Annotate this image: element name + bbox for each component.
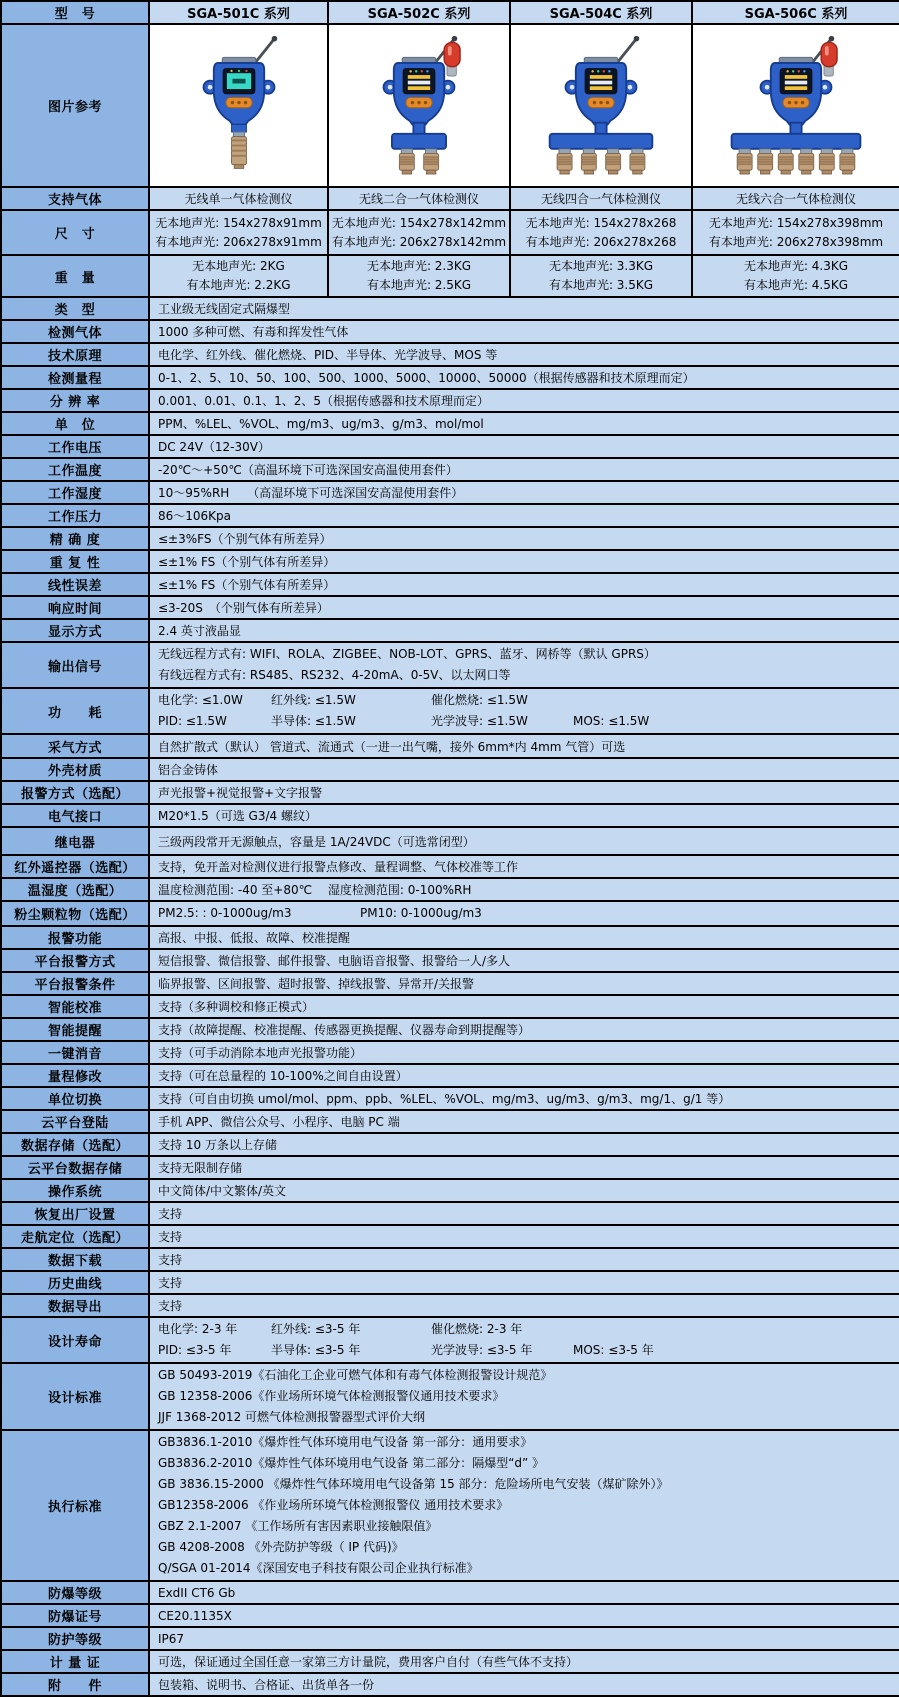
- table-row: [1, 855, 899, 878]
- model-header-sga-501c: SGA-501C 系列: [149, 1, 328, 24]
- row-label: 工作温度: [1, 458, 149, 481]
- table-row: [1, 972, 899, 995]
- cell-line: 无本地声光: 154x278x398mm: [708, 215, 884, 230]
- row-value: 支持，免开盖对检测仪进行报警点修改、量程调整、气体校准等工作: [149, 855, 899, 878]
- row-label: 工作压力: [1, 504, 149, 527]
- table-row: [1, 596, 899, 619]
- row-label: 输出信号: [1, 642, 149, 688]
- table-row: [1, 1650, 899, 1673]
- value-segment: 半导体: ≤1.5W: [271, 714, 356, 728]
- table-row: [1, 573, 899, 596]
- table-row: [1, 1317, 899, 1363]
- value-line: GB 3836.15-2000 《爆炸性气体环境用电气设备第 15 部分：危险场所电气安装（煤矿除外）》: [158, 1477, 669, 1491]
- detector-image: [712, 33, 880, 175]
- row-value: 短信报警、微信报警、邮件报警、电脑语音报警、报警给一人/多人: [149, 949, 899, 972]
- table-row: [1, 210, 899, 255]
- row-label: 工作湿度: [1, 481, 149, 504]
- row-label: 技术原理: [1, 343, 149, 366]
- row-label: 显示方式: [1, 619, 149, 642]
- row-value: 包装箱、说明书、合格证、出货单各一份: [149, 1673, 899, 1696]
- row-value: 86～106Kpa: [149, 504, 899, 527]
- table-row: [1, 366, 899, 389]
- table-row: [1, 1294, 899, 1317]
- table-row: [1, 1041, 899, 1064]
- row-label: 线性误差: [1, 573, 149, 596]
- table-row: [1, 1179, 899, 1202]
- row-label: 防护等级: [1, 1627, 149, 1650]
- row-value: M20*1.5（可选 G3/4 螺纹）: [149, 804, 899, 827]
- value-segment: PID: ≤1.5W: [158, 714, 227, 728]
- row-value: 0-1、2、5、10、50、100、500、1000、5000、10000、50000（根据传感器和技术原理而定）: [149, 366, 899, 389]
- cell-line: 无本地声光: 2KG: [192, 259, 285, 273]
- value-segment: 电化学: ≤1.0W: [158, 693, 243, 707]
- row-label: 继电器: [1, 827, 149, 855]
- row-value: 临界报警、区间报警、超时报警、掉线报警、异常开/关报警: [149, 972, 899, 995]
- model-header-sga-506c: SGA-506C 系列: [692, 1, 899, 24]
- row-label: 重 复 性: [1, 550, 149, 573]
- row-value: 手机 APP、微信公众号、小程序、电脑 PC 端: [149, 1110, 899, 1133]
- row-value: ≤±1% FS（个别气体有所差异）: [149, 573, 899, 596]
- model-label-cell: 型 号: [1, 1, 149, 24]
- row-label: 尺 寸: [1, 210, 149, 255]
- cell-line: 无本地声光: 4.3KG: [743, 259, 849, 273]
- value-segment: PM10: 0-1000ug/m3: [360, 906, 482, 920]
- table-row: [1, 458, 899, 481]
- row-label: 工作电压: [1, 435, 149, 458]
- detector-image: [517, 33, 685, 175]
- row-label: 检测量程: [1, 366, 149, 389]
- row-value: 支持无限制存储: [149, 1156, 899, 1179]
- value-line: GBZ 2.1-2007 《工作场所有害因素职业接触限值》: [158, 1519, 438, 1533]
- row-value: ≤±1% FS（个别气体有所差异）: [149, 550, 899, 573]
- row-cell: [328, 210, 510, 255]
- table-row: [1, 758, 899, 781]
- cell-line: 无本地声光: 3.3KG: [548, 259, 654, 273]
- row-value: 铝合金铸体: [149, 758, 899, 781]
- row-value: 支持: [149, 1271, 899, 1294]
- row-value: 支持: [149, 1294, 899, 1317]
- row-cell: [328, 255, 510, 297]
- row-label: 采气方式: [1, 734, 149, 758]
- row-label: 红外遥控器（选配）: [1, 855, 149, 878]
- table-row: [1, 1430, 899, 1581]
- value-segment: 光学波导: ≤1.5W: [431, 714, 528, 728]
- value-line: Q/SGA 01-2014《深国安电子科技有限公司企业执行标准》: [158, 1561, 479, 1575]
- table-row: [1, 926, 899, 949]
- table-row: [1, 734, 899, 758]
- value-line: JJF 1368-2012 可燃气体检测报警器型式评价大纲: [158, 1410, 426, 1424]
- row-value: PPM、%LEL、%VOL、mg/m3、ug/m3、g/m3、mol/mol: [149, 412, 899, 435]
- value-line: 有线远程方式有: RS485、RS232、4-20mA、0-5V、以太网口等: [158, 668, 511, 682]
- value-line: [158, 711, 891, 732]
- value-segment: PM2.5: : 0-1000ug/m3: [158, 906, 292, 920]
- row-cell: 无线六合一气体检测仪: [692, 187, 899, 210]
- table-row: [1, 1581, 899, 1604]
- row-cell: [510, 255, 692, 297]
- row-label: 云平台登陆: [1, 1110, 149, 1133]
- value-segment: PID: ≤3-5 年: [158, 1343, 232, 1357]
- table-row: [1, 343, 899, 366]
- row-label: 分 辨 率: [1, 389, 149, 412]
- table-row: [1, 878, 899, 901]
- row-value: [149, 1430, 899, 1581]
- value-segment: MOS: ≤1.5W: [573, 714, 650, 728]
- value-line: GB3836.1-2010《爆炸性气体环境用电气设备 第一部分：通用要求》: [158, 1435, 533, 1449]
- row-value: IP67: [149, 1627, 899, 1650]
- row-value: 电化学、红外线、催化燃烧、PID、半导体、光学波导、MOS 等: [149, 343, 899, 366]
- cell-line: 有本地声光: 206x278x268: [525, 234, 677, 249]
- table-row: [1, 1202, 899, 1225]
- row-cell: 无线单一气体检测仪: [149, 187, 328, 210]
- row-label: 量程修改: [1, 1064, 149, 1087]
- table-row: [1, 1133, 899, 1156]
- row-label: 附 件: [1, 1673, 149, 1696]
- product-image-cell-sga-501c: [149, 24, 328, 187]
- cell-line: 有本地声光: 206x278x142mm: [331, 234, 507, 249]
- row-value: 支持: [149, 1248, 899, 1271]
- row-label: 计 量 证: [1, 1650, 149, 1673]
- cell-line: 有本地声光: 206x278x91mm: [155, 234, 322, 249]
- row-cell: [692, 255, 899, 297]
- product-image-cell-sga-504c: [510, 24, 692, 187]
- row-label: 单 位: [1, 412, 149, 435]
- row-label: 报警功能: [1, 926, 149, 949]
- row-label: 电气接口: [1, 804, 149, 827]
- row-label: 精 确 度: [1, 527, 149, 550]
- row-value: 工业级无线固定式隔爆型: [149, 297, 899, 320]
- image-row: [1, 24, 899, 187]
- row-value: 支持（多种调校和修正模式）: [149, 995, 899, 1018]
- row-value: 支持 10 万条以上存储: [149, 1133, 899, 1156]
- row-value: ExdII CT6 Gb: [149, 1581, 899, 1604]
- cell-line: 无本地声光: 154x278x91mm: [155, 215, 322, 230]
- row-value: 支持（可手动消除本地声光报警功能）: [149, 1041, 899, 1064]
- model-header-sga-504c: SGA-504C 系列: [510, 1, 692, 24]
- table-row: [1, 481, 899, 504]
- table-row: [1, 297, 899, 320]
- value-line: [158, 903, 891, 924]
- table-row: [1, 550, 899, 573]
- row-label: 一键消音: [1, 1041, 149, 1064]
- row-cell: 无线四合一气体检测仪: [510, 187, 692, 210]
- alarm-beacon-icon: [444, 42, 460, 66]
- value-segment: 红外线: ≤1.5W: [271, 693, 356, 707]
- cell-line: 无本地声光: 2.3KG: [366, 259, 472, 273]
- row-value: 支持: [149, 1202, 899, 1225]
- cell-line: 有本地声光: 2.2KG: [186, 278, 291, 292]
- row-label: 平台报警方式: [1, 949, 149, 972]
- row-value: 中文简体/中文繁体/英文: [149, 1179, 899, 1202]
- value-line: [158, 690, 891, 711]
- value-line: [158, 1340, 891, 1361]
- table-row: [1, 804, 899, 827]
- value-segment: 催化燃烧: 2-3 年: [431, 1322, 523, 1336]
- row-value: 温度检测范围: -40 至+80℃ 湿度检测范围: 0-100%RH: [149, 878, 899, 901]
- row-value: 1000 多种可燃、有毒和挥发性气体: [149, 320, 899, 343]
- table-row: [1, 412, 899, 435]
- row-value: 10～95%RH （高湿环境下可选深国安高湿使用套件）: [149, 481, 899, 504]
- table-row: [1, 1604, 899, 1627]
- row-label: 响应时间: [1, 596, 149, 619]
- value-segment: 红外线: ≤3-5 年: [271, 1322, 361, 1336]
- row-label: 智能提醒: [1, 1018, 149, 1041]
- image-row-label: 图片参考: [1, 24, 149, 187]
- row-value: -20℃～+50℃（高温环境下可选深国安高温使用套件）: [149, 458, 899, 481]
- product-image-cell-sga-506c: [692, 24, 899, 187]
- row-value: [149, 1317, 899, 1363]
- cell-line: 有本地声光: 2.5KG: [366, 278, 472, 292]
- table-row: [1, 1271, 899, 1294]
- table-row: [1, 527, 899, 550]
- row-value: [149, 642, 899, 688]
- table-row: [1, 688, 899, 734]
- detector-image: [155, 33, 323, 175]
- table-row: [1, 827, 899, 855]
- row-cell: [692, 210, 899, 255]
- row-label: 防爆证号: [1, 1604, 149, 1627]
- row-label: 操作系统: [1, 1179, 149, 1202]
- row-label: 数据导出: [1, 1294, 149, 1317]
- row-label: 报警方式（选配）: [1, 781, 149, 804]
- row-label: 重 量: [1, 255, 149, 297]
- value-line: [158, 1319, 891, 1340]
- table-row: [1, 435, 899, 458]
- table-row: [1, 1363, 899, 1430]
- table-row: [1, 995, 899, 1018]
- row-value: 0.001、0.01、0.1、1、2、5（根据传感器和技术原理而定）: [149, 389, 899, 412]
- table-row: [1, 1018, 899, 1041]
- table-row: [1, 1627, 899, 1650]
- table-row: [1, 1110, 899, 1133]
- row-value: CE20.1135X: [149, 1604, 899, 1627]
- table-row: [1, 901, 899, 926]
- row-label: 单位切换: [1, 1087, 149, 1110]
- table-row: [1, 642, 899, 688]
- value-line: GB12358-2006 《作业场所环境气体检测报警仪 通用技术要求》: [158, 1498, 509, 1512]
- value-line: GB3836.2-2010《爆炸性气体环境用电气设备 第二部分：隔爆型“d” 》: [158, 1456, 545, 1470]
- row-value: 支持: [149, 1225, 899, 1248]
- row-value: 声光报警+视觉报警+文字报警: [149, 781, 899, 804]
- row-cell: [149, 210, 328, 255]
- row-label: 历史曲线: [1, 1271, 149, 1294]
- row-label: 防爆等级: [1, 1581, 149, 1604]
- table-row: [1, 1248, 899, 1271]
- model-header-sga-502c: SGA-502C 系列: [328, 1, 510, 24]
- table-row: [1, 504, 899, 527]
- table-row: [1, 1064, 899, 1087]
- table-row: [1, 255, 899, 297]
- value-line: GB 12358-2006《作业场所环境气体检测报警仪通用技术要求》: [158, 1389, 505, 1403]
- value-line: GB 4208-2008 《外壳防护等级（ IP 代码)》: [158, 1540, 404, 1554]
- row-label: 数据存储（选配）: [1, 1133, 149, 1156]
- row-value: [149, 688, 899, 734]
- cell-line: 有本地声光: 4.5KG: [743, 278, 849, 292]
- cell-line: 无本地声光: 154x278x268: [525, 215, 677, 230]
- row-label: 支持气体: [1, 187, 149, 210]
- cell-line: 有本地声光: 206x278x398mm: [708, 234, 884, 249]
- row-value: [149, 901, 899, 926]
- row-cell: [510, 210, 692, 255]
- row-value: DC 24V（12-30V）: [149, 435, 899, 458]
- table-row: [1, 187, 899, 210]
- product-image-cell-sga-502c: [328, 24, 510, 187]
- cell-line: 无本地声光: 154x278x142mm: [331, 215, 507, 230]
- row-value: 2.4 英寸液晶显: [149, 619, 899, 642]
- row-cell: 无线二合一气体检测仪: [328, 187, 510, 210]
- cell-line: 有本地声光: 3.5KG: [548, 278, 654, 292]
- row-label: 设计标准: [1, 1363, 149, 1430]
- row-label: 检测气体: [1, 320, 149, 343]
- row-label: 粉尘颗粒物（选配）: [1, 901, 149, 926]
- row-value: 支持（故障提醒、校准提醒、传感器更换提醒、仪器寿命到期提醒等）: [149, 1018, 899, 1041]
- row-label: 温湿度（选配）: [1, 878, 149, 901]
- value-segment: 电化学: 2-3 年: [158, 1322, 238, 1336]
- row-label: 走航定位（选配）: [1, 1225, 149, 1248]
- table-row: [1, 949, 899, 972]
- row-label: 设计寿命: [1, 1317, 149, 1363]
- row-label: 功 耗: [1, 688, 149, 734]
- row-label: 平台报警条件: [1, 972, 149, 995]
- row-value: 自然扩散式（默认） 管道式、流通式（一进一出气嘴，接外 6mm*内 4mm 气管）可选: [149, 734, 899, 758]
- value-line: 无线远程方式有: WIFI、ROLA、ZIGBEE、NOB-LOT、GPRS、蓝牙、网桥等（默认 GPRS）: [158, 647, 656, 661]
- table-row: [1, 1087, 899, 1110]
- row-value: 可选，保证通过全国任意一家第三方计量院，费用客户自付（有些气体不支持）: [149, 1650, 899, 1673]
- table-row: [1, 781, 899, 804]
- table-row: [1, 619, 899, 642]
- row-label: 恢复出厂设置: [1, 1202, 149, 1225]
- row-label: 执行标准: [1, 1430, 149, 1581]
- detector-image: [335, 33, 503, 175]
- row-value: 三级两段常开无源触点，容量是 1A/24VDC（可选常闭型）: [149, 827, 899, 855]
- row-value: ≤3-20S （个别气体有所差异）: [149, 596, 899, 619]
- alarm-beacon-icon: [821, 42, 837, 66]
- table-row: [1, 389, 899, 412]
- table-row: [1, 320, 899, 343]
- row-cell: [149, 255, 328, 297]
- row-label: 外壳材质: [1, 758, 149, 781]
- row-value: [149, 1363, 899, 1430]
- row-label: 云平台数据存储: [1, 1156, 149, 1179]
- table-row: [1, 1225, 899, 1248]
- row-label: 数据下载: [1, 1248, 149, 1271]
- row-label: 智能校准: [1, 995, 149, 1018]
- row-value: 高报、中报、低报、故障、校准提醒: [149, 926, 899, 949]
- table-row: [1, 1673, 899, 1696]
- row-label: 类 型: [1, 297, 149, 320]
- row-value: ≤±3%FS（个别气体有所差异）: [149, 527, 899, 550]
- value-segment: 光学波导: ≤3-5 年: [431, 1343, 533, 1357]
- header-row: [1, 1, 899, 24]
- value-segment: 半导体: ≤3-5 年: [271, 1343, 361, 1357]
- value-segment: MOS: ≤3-5 年: [573, 1343, 654, 1357]
- row-value: 支持（可在总量程的 10-100%之间自由设置）: [149, 1064, 899, 1087]
- value-line: GB 50493-2019《石油化工企业可燃气体和有毒气体检测报警设计规范》: [158, 1368, 553, 1382]
- table-row: [1, 1156, 899, 1179]
- value-segment: 催化燃烧: ≤1.5W: [431, 693, 528, 707]
- row-value: 支持（可自由切换 umol/mol、ppm、ppb、%LEL、%VOL、mg/m3、ug/m3、g/m3、mg/1、g/1 等）: [149, 1087, 899, 1110]
